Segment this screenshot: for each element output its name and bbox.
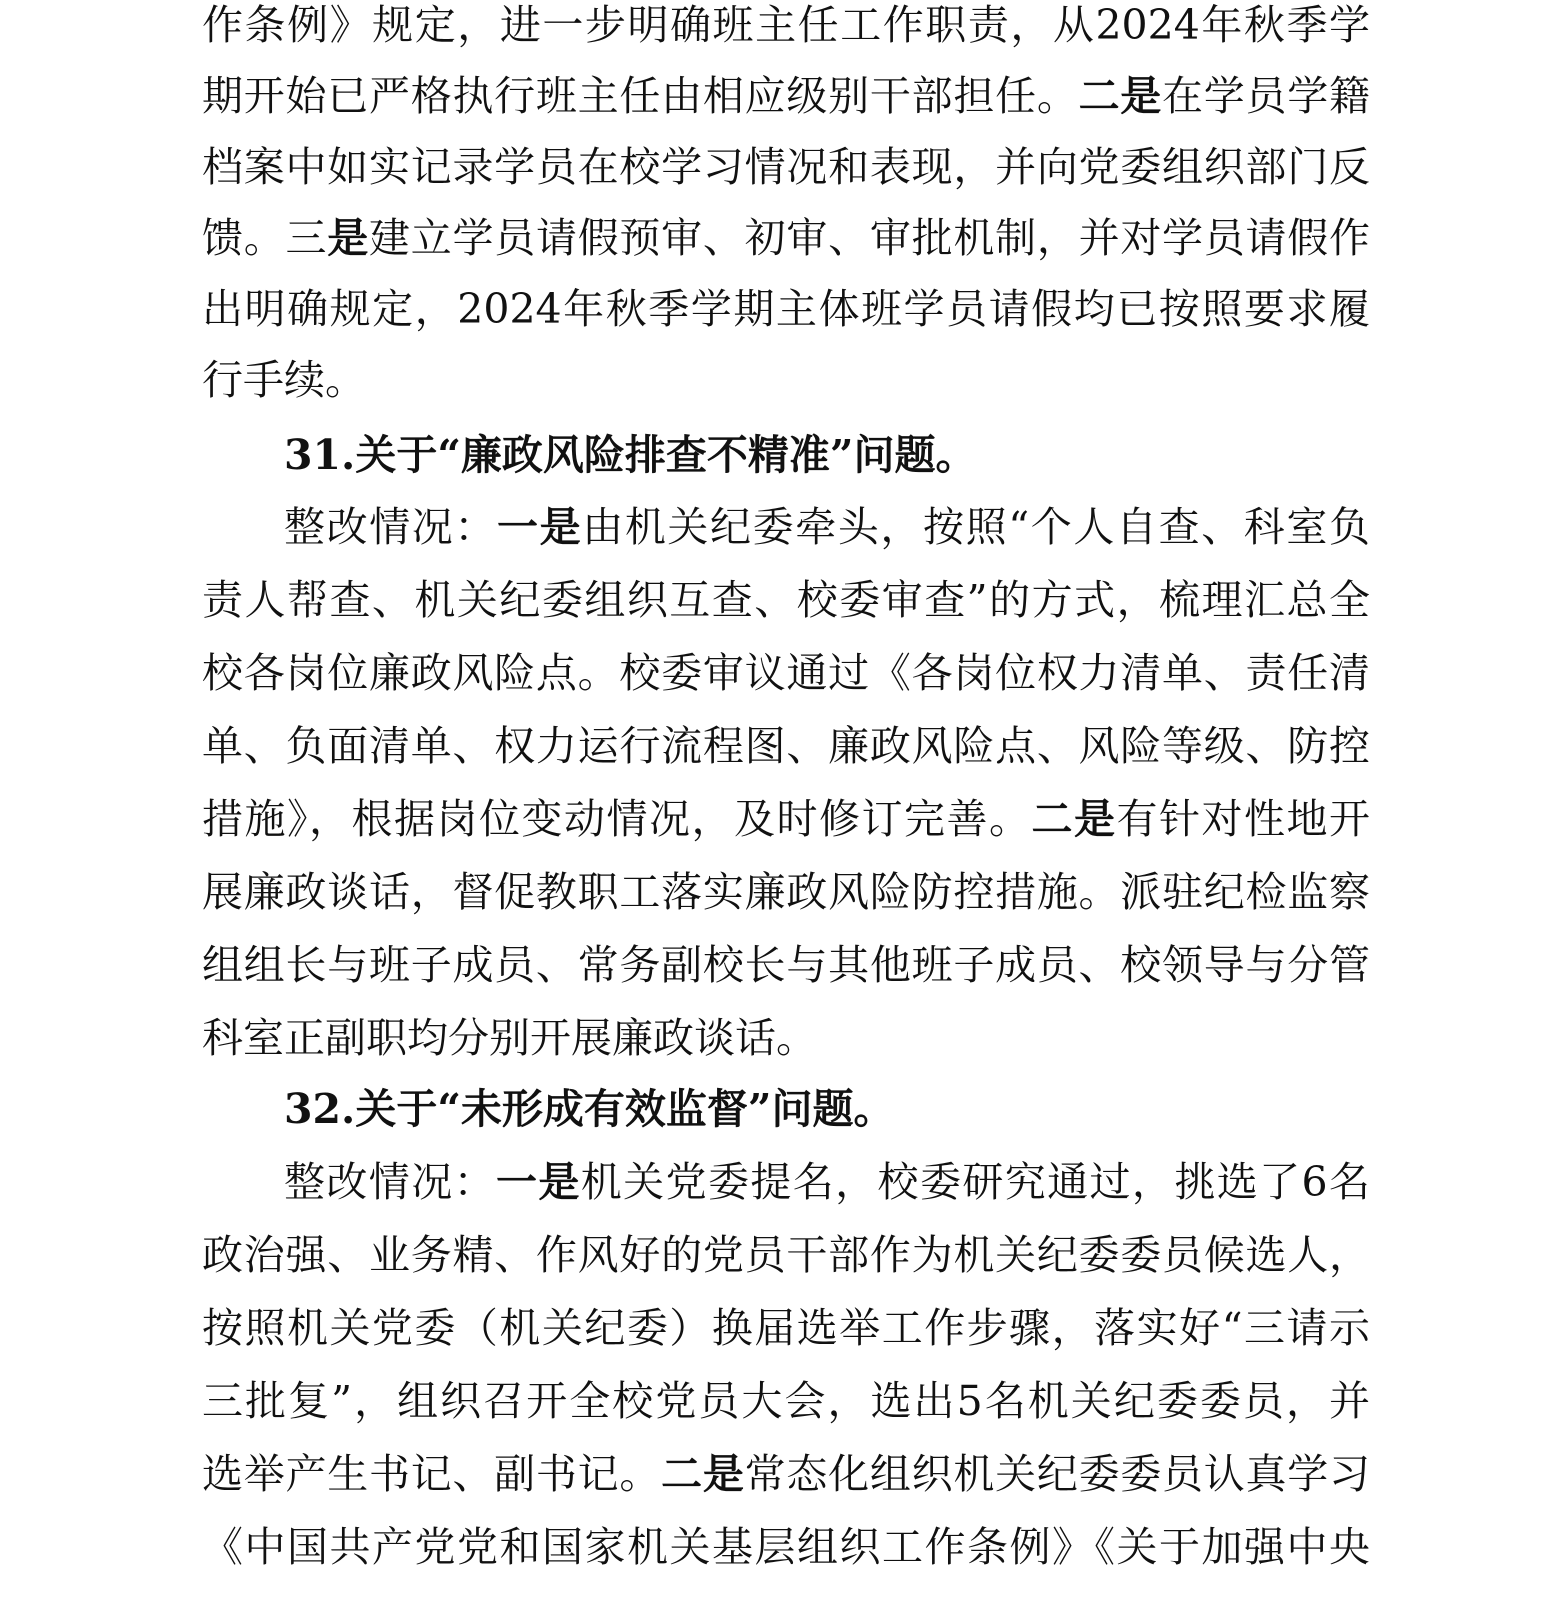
text-line: 馈。三是建立学员请假预审、初审、审批机制，并对学员请假作 (202, 214, 1370, 262)
text-line: 组组长与班子成员、常务副校长与其他班子成员、校领导与分管 (202, 941, 1370, 989)
text-line: 政治强、业务精、作风好的党员干部作为机关纪委委员候选人， (202, 1231, 1370, 1279)
bold-marker: 是 (327, 214, 369, 262)
text-line: 校各岗位廉政风险点。校委审议通过《各岗位权力清单、责任清 (202, 649, 1370, 697)
text-line: 责人帮查、机关纪委组织互查、校委审查”的方式，梳理汇总全 (202, 576, 1370, 624)
section-heading-32: 32.关于“未形成有效监督”问题。 (284, 1085, 895, 1133)
text-line: 《中国共产党党和国家机关基层组织工作条例》《关于加强中央 (202, 1523, 1370, 1571)
text-line: 档案中如实记录学员在校学习情况和表现，并向党委组织部门反 (202, 143, 1370, 191)
bold-marker: 二是 (1078, 72, 1163, 120)
text-line: 措施》，根据岗位变动情况，及时修订完善。二是有针对性地开 (202, 795, 1370, 843)
text-line: 整改情况：一是由机关纪委牵头，按照“个人自查、科室负 (284, 503, 1370, 551)
text-line: 按照机关党委（机关纪委）换届选举工作步骤，落实好“三请示 (202, 1304, 1370, 1352)
text-line: 行手续。 (202, 356, 366, 404)
text-line: 整改情况：一是机关党委提名，校委研究通过，挑选了6名 (284, 1158, 1370, 1206)
bold-marker: 一是 (495, 1158, 581, 1206)
section-heading-31: 31.关于“廉政风险排查不精准”问题。 (284, 431, 977, 479)
text-line: 单、负面清单、权力运行流程图、廉政风险点、风险等级、防控 (202, 722, 1370, 770)
text-line: 选举产生书记、副书记。二是常态化组织机关纪委委员认真学习 (202, 1450, 1370, 1498)
bold-marker: 二是 (661, 1450, 745, 1498)
text-line: 展廉政谈话，督促教职工落实廉政风险防控措施。派驻纪检监察 (202, 868, 1370, 916)
text-line: 出明确规定，2024年秋季学期主体班学员请假均已按照要求履 (202, 285, 1370, 333)
text-line: 期开始已严格执行班主任由相应级别干部担任。二是在学员学籍 (202, 72, 1370, 120)
text-line: 三批复”，组织召开全校党员大会，选出5名机关纪委委员，并 (202, 1377, 1370, 1425)
text-line: 作条例》规定，进一步明确班主任工作职责，从2024年秋季学 (202, 1, 1370, 49)
bold-marker: 一是 (497, 503, 583, 551)
text-line: 科室正副职均分别开展廉政谈话。 (202, 1014, 817, 1062)
bold-marker: 二是 (1031, 795, 1117, 843)
